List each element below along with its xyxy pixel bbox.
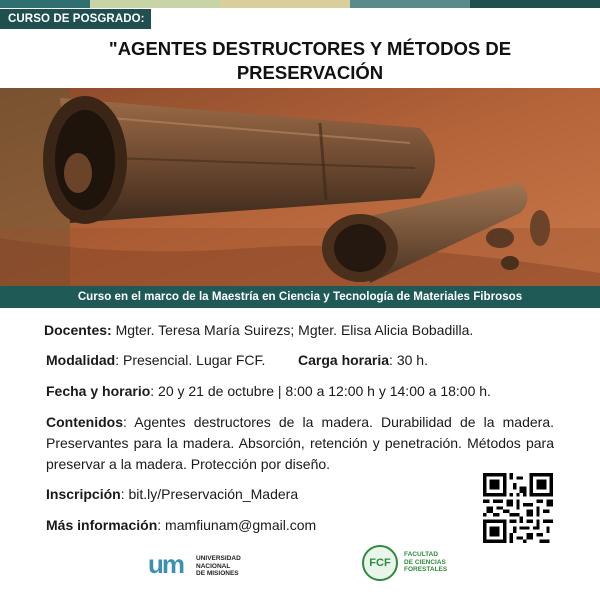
docentes-line	[44, 320, 473, 340]
fcf-seal-mark: FCF	[369, 557, 391, 569]
modalidad-label: Modalidad	[46, 352, 116, 368]
fcf-line2: DE CIENCIAS	[404, 558, 446, 566]
contenidos-paragraph	[46, 412, 554, 475]
fecha-label: Fecha y horario	[46, 383, 151, 399]
unam-logo-mark: um	[148, 549, 183, 579]
top-color-stripe	[0, 0, 600, 8]
carga-value: : 30 h.	[389, 352, 428, 368]
modalidad-line	[46, 350, 265, 370]
fecha-line	[46, 381, 491, 401]
fcf-line3: FORESTALES	[404, 566, 448, 573]
program-banner: Curso en el marco de la Maestría en Ciencia y Tecnología de Materiales Fibrosos	[0, 286, 600, 308]
info-label: Más información	[46, 517, 158, 533]
course-type-badge: CURSO DE POSGRADO:	[0, 9, 151, 29]
carga-label: Carga horaria	[298, 352, 390, 368]
modalidad-value: : Presencial. Lugar FCF.	[115, 352, 266, 368]
unam-logo	[148, 549, 268, 580]
inscripcion-label: Inscripción	[46, 486, 121, 502]
fcf-seal-icon	[362, 545, 398, 581]
info-email[interactable]: : mamfiunam@gmail.com	[157, 517, 317, 533]
docentes-label: Docentes:	[44, 322, 112, 338]
contenidos-value: : Agentes destructores de la madera. Durabilidad de la madera. Preservantes para la madera. Absorción, retención y penetración. Métodos para preservar a la madera. Protección por diseño.	[46, 414, 554, 472]
contenidos-label: Contenidos	[46, 414, 123, 430]
unam-line1: UNIVERSIDAD	[196, 555, 241, 562]
fecha-value: : 20 y 21 de octubre | 8:00 a 12:00 h y 14:00 a 18:00 h.	[150, 383, 491, 399]
qr-code-icon[interactable]	[483, 473, 553, 543]
mas-informacion-line	[46, 515, 316, 535]
fcf-line1: FACULTAD	[404, 551, 439, 558]
carga-line	[298, 350, 428, 370]
wood-logs-photo	[0, 88, 600, 286]
unam-line2: NACIONAL	[196, 562, 231, 570]
wood-logs-illustration	[0, 88, 600, 286]
course-title-line1: "AGENTES DESTRUCTORES Y MÉTODOS DE PRESERVACIÓN	[108, 38, 512, 83]
unam-line3: DE MISIONES	[196, 570, 239, 577]
inscripcion-line	[46, 484, 298, 504]
inscripcion-value[interactable]: : bit.ly/Preservación_Madera	[120, 486, 299, 502]
fcf-logo	[362, 545, 472, 585]
docentes-value: Mgter. Teresa María Suirezs; Mgter. Elisa Alicia Bobadilla.	[111, 322, 474, 338]
